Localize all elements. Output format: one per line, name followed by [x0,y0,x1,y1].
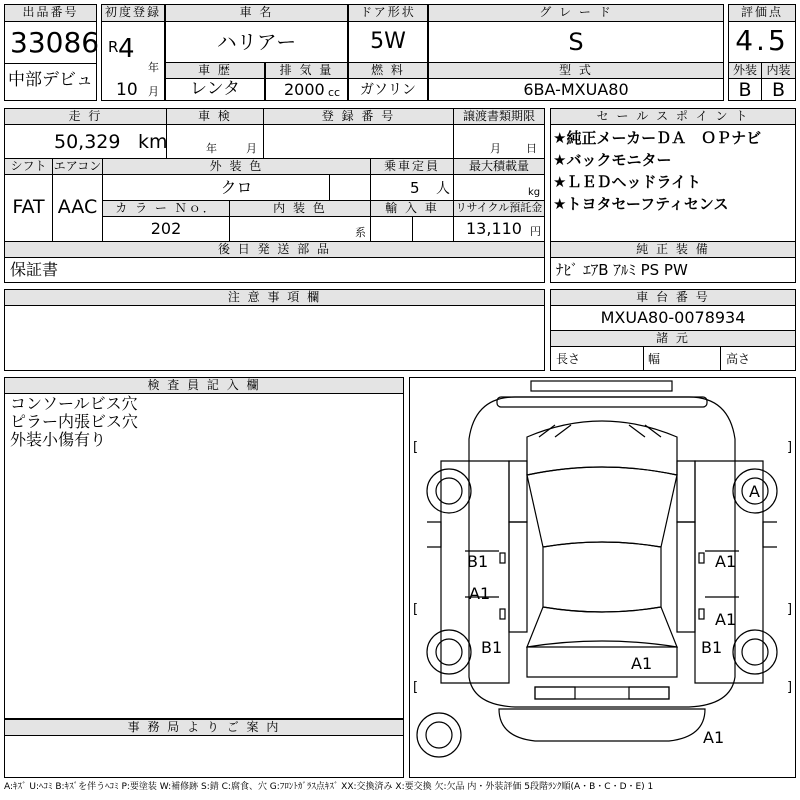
damage-mark-a1-right-door: A1 [715,552,737,571]
color-number-header: カ ラ ー Ｎｏ． [102,200,230,217]
recycle-deposit-unit: 円 [530,225,541,238]
bracket-left-low-open: [ [413,680,419,695]
mileage-unit: km [138,131,168,153]
inspector-line-3: 外装小傷有り [10,430,107,449]
car-history: レンタ [190,79,240,99]
spec-divider-2 [720,346,721,371]
inspector-line-2: ピラー内張ビス穴 [10,412,139,431]
car-name: ハリアー [216,30,297,54]
interior-color-box [229,216,371,242]
year-unit: 年 [148,61,159,74]
capacity-header: 乗車定員 [370,158,454,175]
exterior-color: クロ [220,178,253,197]
fuel-header: 燃 料 [348,62,428,79]
lot-number-header: 出品番号 [4,4,97,22]
sales-point-4: ★トヨタセーフティセンス [553,195,729,213]
corner-name: 中部デビュ [8,70,93,90]
damage-mark-a1-left-rear-door: A1 [469,584,491,603]
registration-number-box [263,124,454,159]
mileage-value: 50,329 [54,131,121,153]
inspection-year-unit: 年 [206,142,217,155]
exterior-score-header: 外装 [728,62,762,79]
capacity-value: 5 [410,179,420,197]
aircon-header: エアコン [53,159,102,173]
displacement-value: 2000 [284,80,325,99]
shift-value: FAT [12,196,45,218]
exterior-color-header: 外 装 色 [102,158,371,175]
interior-color-header: 内 装 色 [229,200,371,217]
import-divider [412,216,413,242]
genuine-equipment-value: ﾅﾋﾞ ｴｱB ｱﾙﾐ PS PW [556,261,688,279]
damage-mark-a-front-right: A [749,482,760,501]
spec-divider-1 [643,346,644,371]
chassis-number-header: 車 台 番 号 [550,289,796,306]
specifications-header: 諸 元 [550,330,796,347]
interior-score-header: 内装 [761,62,796,79]
sales-point-2: ★バックモニター [553,151,672,169]
capacity-unit: 人 [436,181,450,197]
door-header: ドア形状 [348,4,428,22]
damage-mark-a1-rear: A1 [631,654,653,673]
recycle-deposit-header: リサイクル預託金 [453,200,545,217]
inspector-header: 検 査 員 記 入 欄 [4,377,404,394]
era-letter: R [108,38,119,56]
lot-number: 33086 [10,26,100,59]
door-type: 5W [370,29,406,54]
bracket-left-top-open: [ [413,440,419,455]
mileage-header: 走 行 [4,108,167,125]
color-number: 202 [150,219,182,238]
chassis-number: MXUA80-0078934 [600,308,746,327]
registration-year: 4 [118,34,135,64]
damage-mark-a1-rear-bumper: A1 [703,728,725,747]
sales-point-1: ★純正メーカーＤＡ ＯＰナビ [553,129,762,147]
model-header: 型 式 [428,62,724,79]
transfer-deadline-header: 譲渡書類期限 [453,108,545,125]
history-header: 車 歴 [165,62,265,79]
width-label: 幅 [648,352,661,366]
fuel-type: ガソリン [360,82,416,98]
inspector-line-1: コンソールビス穴 [10,394,138,413]
grade-header: グ レ ー ド [428,4,724,22]
office-header: 事 務 局 よ り ご 案 内 [4,719,404,736]
length-label: 長さ [556,352,581,366]
genuine-equipment-header: 純 正 装 備 [550,241,796,258]
notes-header: 注 意 事 項 欄 [4,289,545,306]
bracket-right-low-close: ] [787,680,793,695]
inspection-header: 車 検 [166,108,264,125]
office-box [4,735,404,778]
sales-point-3: ★ＬＥＤヘッドライト [553,173,701,191]
transfer-month-unit: 月 [490,142,501,155]
later-parts-box [4,257,545,283]
exterior-score: B [738,79,752,101]
aircon-value: AAC [57,196,98,218]
legend-text: A:ｷｽﾞ U:ﾍｺﾐ B:ｷｽﾞを伴うﾍｺﾐ P:要塗装 W:補修跡 S:錆 C:腐食、穴 G:ﾌﾛﾝﾄｶﾞﾗｽ点ｷｽﾞ XX:交換済み X:要交換 欠:欠品 内・外装評価 5段階ﾗﾝｸ順(A・B・C・D・E) 1 [4,782,654,792]
damage-mark-b1-left-door: B1 [467,552,489,571]
later-parts-header: 後 日 発 送 部 品 [4,241,545,258]
bracket-left-mid-open: [ [413,602,419,617]
max-load-unit: kg [528,187,541,198]
score-value: 4.5 [735,24,789,57]
displacement-header: 排 気 量 [265,62,348,79]
bracket-right-mid-close: ] [787,602,793,617]
damage-mark-a1-right-rear-door: A1 [715,610,737,629]
registration-month: 10 [116,80,138,100]
sales-points-header: セ ー ル ス ポ イ ン ト [550,108,796,125]
car-diagram [409,377,796,778]
inspection-month-unit: 月 [246,142,257,155]
height-label: 高さ [726,352,751,366]
month-unit: 月 [148,85,159,98]
specifications-box [550,346,796,371]
notes-box [4,305,545,371]
later-parts-value: 保証書 [10,260,59,279]
max-load-header: 最大積載量 [453,158,545,175]
model-code: 6BA-MXUA80 [523,80,629,99]
registration-number-header: 登 録 番 号 [263,108,454,125]
car-name-header: 車 名 [165,4,348,22]
first-registration-header: 初度登録 [101,4,165,22]
damage-mark-b1-right-rear: B1 [701,638,723,657]
interior-color-unit: 系 [355,226,366,239]
grade-value: S [568,28,584,56]
transfer-day-unit: 日 [526,142,537,155]
bracket-right-top-close: ] [787,440,793,455]
exterior-color-divider [329,174,330,201]
recycle-deposit-value: 13,110 [466,219,522,238]
displacement-unit: cc [328,86,341,99]
interior-score: B [771,79,786,101]
damage-mark-b1-left-rear: B1 [481,638,503,657]
score-header: 評価点 [728,4,796,22]
import-header: 輸 入 車 [370,200,454,217]
shift-header: シフト [4,158,53,175]
